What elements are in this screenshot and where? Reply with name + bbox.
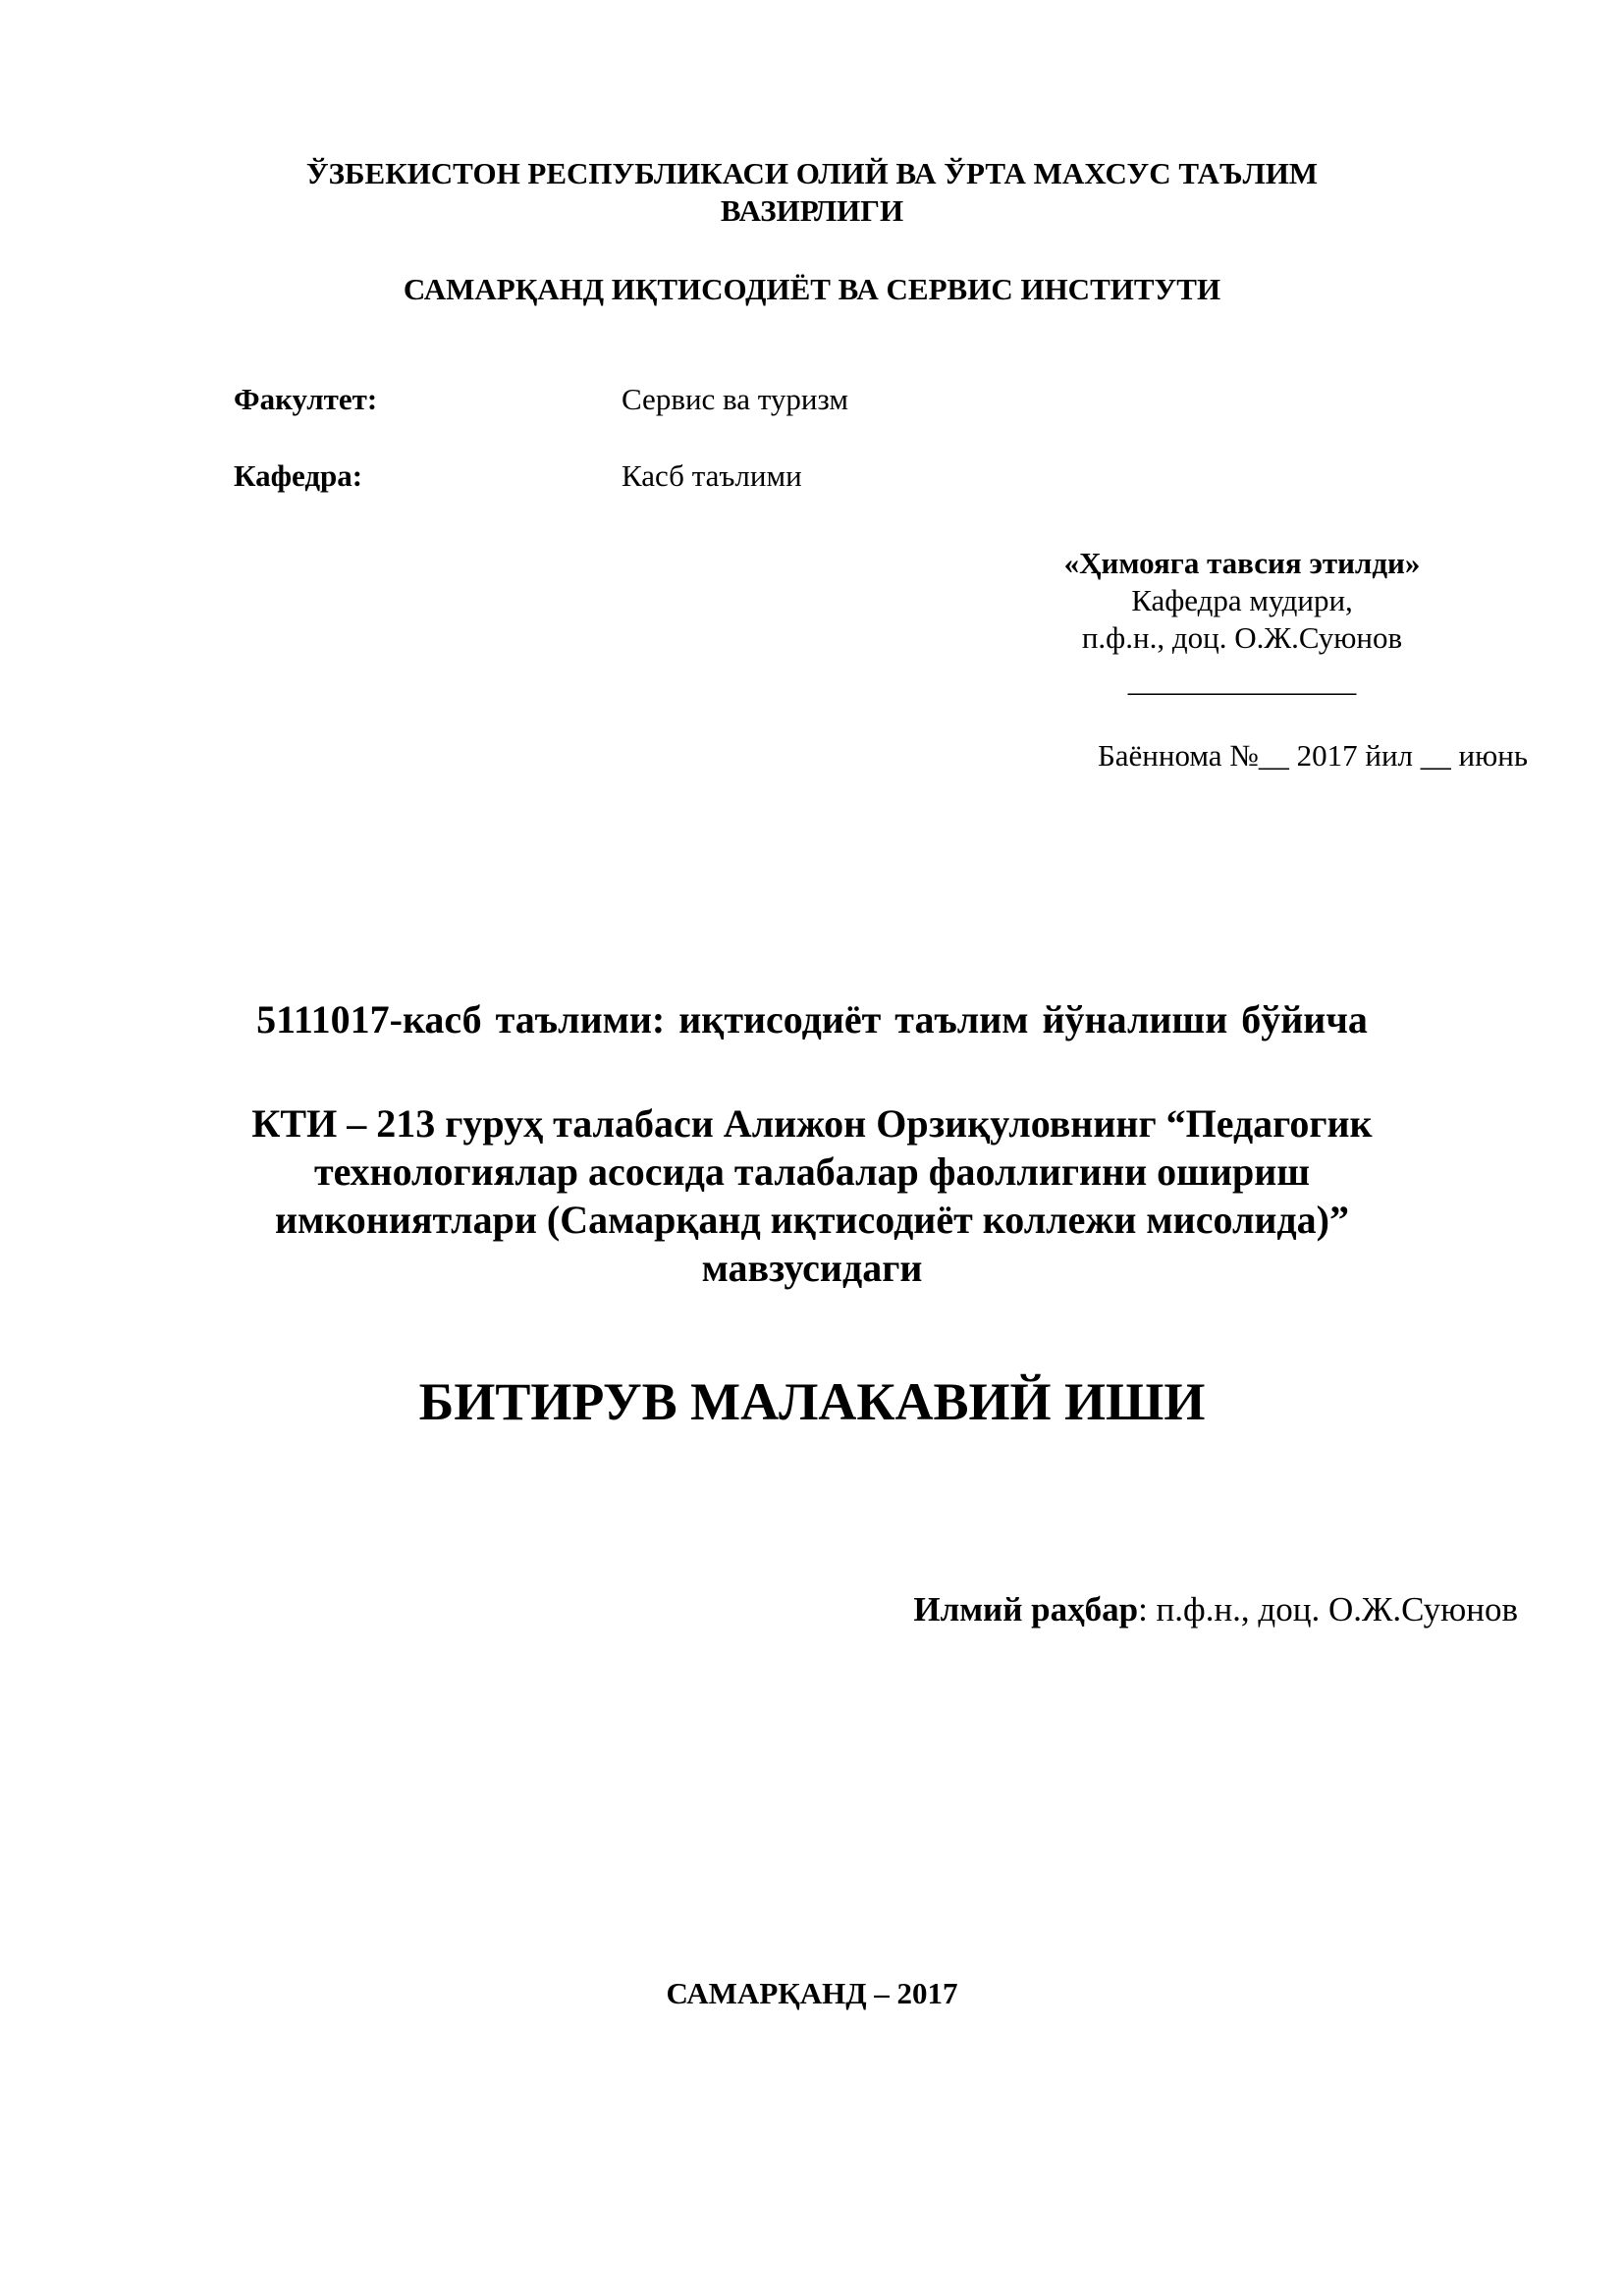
study-direction: 5111017-касб таълими: иқтисодиёт таълим йўналиши бўйича: [256, 997, 1368, 1041]
ministry-line-2: ВАЗИРЛИГИ: [720, 193, 904, 228]
scientific-advisor: [913, 1590, 1518, 1629]
protocol-line: Баённома №__ 2017 йил __ июнь: [1097, 738, 1528, 773]
document-title: БИТИРУВ МАЛАКАВИЙ ИШИ: [418, 1372, 1206, 1431]
faculty-value: Сервис ва туризм: [622, 382, 848, 416]
topic-line-4: мавзусидаги: [701, 1246, 923, 1290]
approval-recommendation: «Ҳимояга тавсия этилди»: [1063, 546, 1421, 580]
thesis-topic: [0, 1099, 1624, 1292]
department-value: Касб таълими: [622, 458, 802, 493]
advisor-label: Илмий раҳбар: [913, 1590, 1139, 1629]
institute-heading: САМАРҚАНД ИҚТИСОДИЁТ ВА СЕРВИС ИНСТИТУТИ: [403, 272, 1221, 306]
signature-line: _______________: [1127, 664, 1357, 698]
topic-line-2: технологиялар асосида талабалар фаоллигини ошириш: [313, 1149, 1311, 1194]
topic-line-3: имкониятлари (Самарқанд иқтисодиёт коллежи мисолида)”: [274, 1198, 1349, 1242]
department-label: Кафедра:: [234, 458, 363, 493]
advisor-name: п.ф.н., доц. О.Ж.Суюнов: [1147, 1590, 1518, 1629]
approval-block: [1001, 545, 1483, 700]
faculty-label: Факултет:: [234, 382, 378, 416]
topic-line-1: КТИ – 213 гуруҳ талабаси Алижон Орзиқуловнинг “Педагогик: [251, 1101, 1373, 1146]
approval-position: Кафедра мудири,: [1131, 583, 1353, 617]
approval-head-name: п.ф.н., доц. О.Ж.Суюнов: [1081, 620, 1403, 655]
advisor-separator: :: [1138, 1590, 1148, 1629]
city-year: САМАРҚАНД – 2017: [666, 1976, 958, 2010]
ministry-line-1: ЎЗБЕКИСТОН РЕСПУБЛИКАСИ ОЛИЙ ВА ЎРТА МАХСУС ТАЪЛИМ: [305, 156, 1319, 190]
ministry-heading: [0, 155, 1624, 230]
